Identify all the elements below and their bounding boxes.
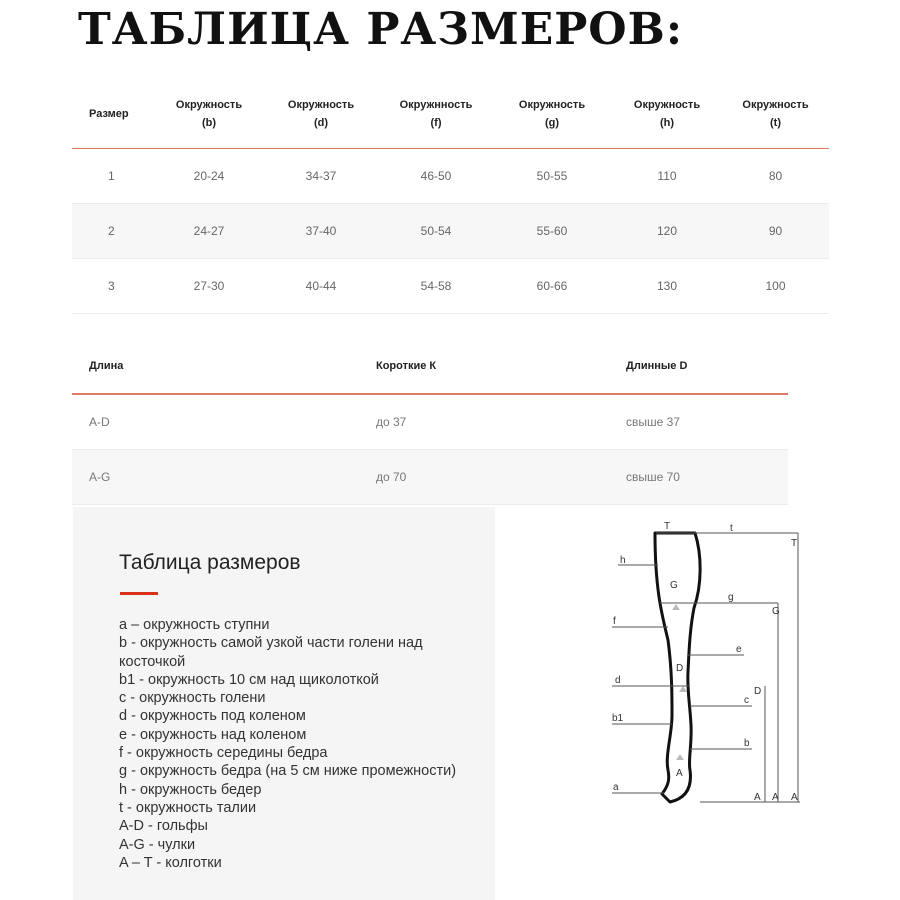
cell-length: A-G bbox=[72, 449, 376, 504]
list-item: e - окружность над коленом bbox=[119, 726, 307, 743]
list-item: b - окружность самой узкой части голени над косточкой bbox=[119, 635, 423, 670]
legend-accent-rule bbox=[120, 592, 158, 595]
diagram-label: c bbox=[744, 695, 749, 706]
table-row bbox=[72, 258, 829, 313]
cell-b: 27-30 bbox=[156, 258, 262, 313]
cell-h: 110 bbox=[612, 148, 722, 203]
legend-list bbox=[119, 616, 459, 872]
diagram-label: b1 bbox=[612, 713, 624, 724]
cell-d: 40-44 bbox=[262, 258, 380, 313]
list-item: b1 - окружность 10 см над щиколоткой bbox=[119, 671, 379, 688]
table-row bbox=[72, 148, 829, 203]
header-circ-h: Окружность (h) bbox=[612, 80, 722, 148]
header-long: Длинные D bbox=[626, 338, 788, 394]
cell-size: 3 bbox=[72, 258, 156, 313]
cell-g: 55-60 bbox=[492, 203, 612, 258]
list-item: f - окружность середины бедра bbox=[119, 745, 328, 762]
list-item: A-D - гольфы bbox=[119, 818, 208, 835]
diagram-label: D bbox=[676, 663, 684, 674]
cell-short: до 70 bbox=[376, 449, 626, 504]
diagram-label: t bbox=[730, 523, 733, 534]
leg-measurement-diagram bbox=[600, 515, 900, 815]
diagram-label: A bbox=[772, 792, 779, 803]
list-item: g - окружность бедра (на 5 см ниже промежности) bbox=[119, 763, 457, 780]
table-row bbox=[72, 394, 788, 449]
diagram-label: A bbox=[676, 768, 683, 779]
legend-panel bbox=[73, 507, 495, 900]
measure-lines bbox=[612, 533, 800, 802]
cell-f: 46-50 bbox=[380, 148, 492, 203]
cell-g: 50-55 bbox=[492, 148, 612, 203]
cell-t: 100 bbox=[722, 258, 829, 313]
cell-b: 24-27 bbox=[156, 203, 262, 258]
diagram-label: d bbox=[615, 675, 621, 686]
cell-length: A-D bbox=[72, 394, 376, 449]
legend-title: Таблица размеров bbox=[119, 551, 301, 574]
cell-h: 130 bbox=[612, 258, 722, 313]
header-circ-f: Окружнность (f) bbox=[380, 80, 492, 148]
list-item: d - окружность под коленом bbox=[119, 708, 306, 725]
table-row bbox=[72, 203, 829, 258]
diagram-label: b bbox=[744, 738, 750, 749]
diagram-label: a bbox=[613, 782, 619, 793]
list-item: h - окружность бедер bbox=[119, 781, 262, 798]
cell-f: 50-54 bbox=[380, 203, 492, 258]
size-table-header bbox=[72, 80, 829, 148]
cell-t: 80 bbox=[722, 148, 829, 203]
cell-f: 54-58 bbox=[380, 258, 492, 313]
diagram-label: G bbox=[670, 580, 678, 591]
header-size: Размер bbox=[72, 80, 156, 148]
size-table bbox=[72, 80, 829, 314]
header-circ-g: Окружность (g) bbox=[492, 80, 612, 148]
diagram-label: A bbox=[754, 792, 761, 803]
diagram-label: e bbox=[736, 644, 742, 655]
cell-h: 120 bbox=[612, 203, 722, 258]
header-circ-b: Окружность (b) bbox=[156, 80, 262, 148]
page-title: ТАБЛИЦА РАЗМЕРОВ: bbox=[78, 4, 684, 55]
cell-b: 20-24 bbox=[156, 148, 262, 203]
cell-short: до 37 bbox=[376, 394, 626, 449]
header-circ-d: Окружность (d) bbox=[262, 80, 380, 148]
cell-size: 1 bbox=[72, 148, 156, 203]
diagram-label: g bbox=[728, 592, 734, 603]
diagram-label: f bbox=[613, 616, 616, 627]
diagram-label: h bbox=[620, 555, 626, 566]
length-table bbox=[72, 338, 788, 505]
diagram-label: D bbox=[754, 686, 762, 697]
list-item: A – T - колготки bbox=[119, 854, 222, 871]
cell-d: 34-37 bbox=[262, 148, 380, 203]
list-item: t - окружность талии bbox=[119, 799, 257, 816]
header-short: Короткие К bbox=[376, 338, 626, 394]
list-item: c - окружность голени bbox=[119, 690, 266, 707]
cell-size: 2 bbox=[72, 203, 156, 258]
header-circ-t: Окружность (t) bbox=[722, 80, 829, 148]
table-row bbox=[72, 449, 788, 504]
length-table-header bbox=[72, 338, 788, 394]
list-item: A-G - чулки bbox=[119, 836, 196, 853]
cell-d: 37-40 bbox=[262, 203, 380, 258]
diagram-label: G bbox=[772, 606, 780, 617]
list-item: a – окружность ступни bbox=[119, 617, 270, 633]
diagram-label: T bbox=[791, 538, 798, 549]
cell-long: свыше 37 bbox=[626, 394, 788, 449]
cell-t: 90 bbox=[722, 203, 829, 258]
diagram-label: A bbox=[791, 792, 798, 803]
diagram-label: T bbox=[664, 521, 671, 532]
cell-long: свыше 70 bbox=[626, 449, 788, 504]
cell-g: 60-66 bbox=[492, 258, 612, 313]
header-length: Длина bbox=[72, 338, 376, 394]
